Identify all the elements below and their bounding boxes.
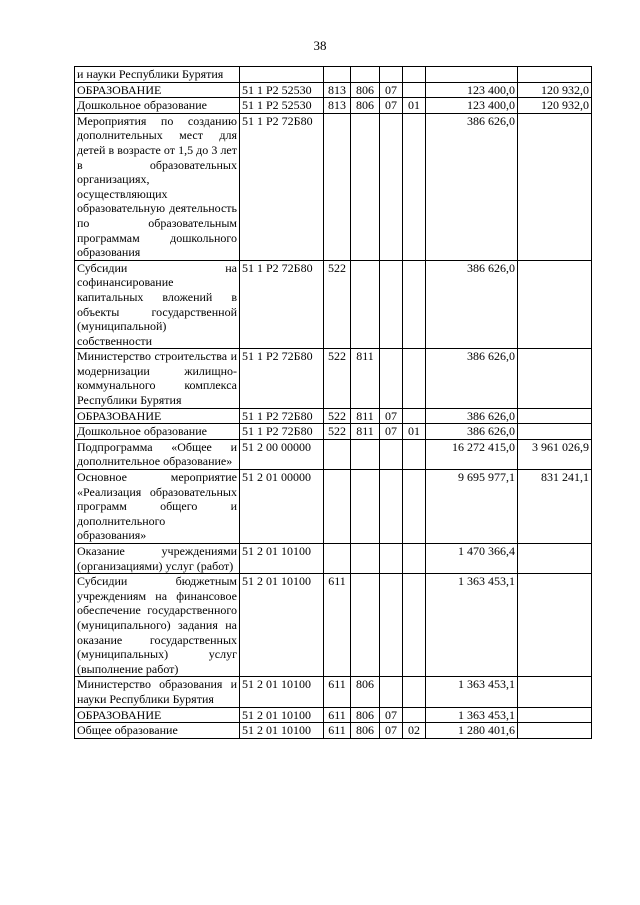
- target-article-code: 51 1 Р2 52530: [240, 98, 324, 114]
- target-article-code: 51 1 Р2 72Б80: [240, 260, 324, 349]
- table-body: [75, 67, 592, 739]
- amount-federal: 120 932,0: [518, 98, 592, 114]
- row-name: ОБРАЗОВАНИЕ: [75, 707, 240, 723]
- expense-type: 611: [324, 723, 351, 739]
- amount-total: 386 626,0: [426, 113, 518, 260]
- subsection-code: [403, 544, 426, 574]
- amount-total: 123 400,0: [426, 82, 518, 98]
- row-name: Дошкольное образование: [75, 98, 240, 114]
- section-code: [380, 470, 403, 544]
- row-name: Субсидии на софинансирование капитальных вложений в объекты государственной (муниципальной) собственности: [75, 260, 240, 349]
- ministry-code: [351, 113, 380, 260]
- amount-federal: 831 241,1: [518, 470, 592, 544]
- table-row: [75, 707, 592, 723]
- table-row: [75, 113, 592, 260]
- section-code: 07: [380, 424, 403, 440]
- amount-total: 1 363 453,1: [426, 574, 518, 677]
- amount-federal: [518, 723, 592, 739]
- subsection-code: [403, 67, 426, 83]
- target-article-code: 51 1 Р2 72Б80: [240, 349, 324, 408]
- section-code: [380, 677, 403, 707]
- expense-type: [324, 113, 351, 260]
- section-code: [380, 260, 403, 349]
- amount-total: 1 363 453,1: [426, 707, 518, 723]
- target-article-code: 51 1 Р2 72Б80: [240, 408, 324, 424]
- table-row: [75, 439, 592, 469]
- amount-federal: [518, 707, 592, 723]
- target-article-code: 51 2 01 10100: [240, 677, 324, 707]
- ministry-code: 806: [351, 723, 380, 739]
- table-row: [75, 408, 592, 424]
- target-article-code: 51 2 01 10100: [240, 723, 324, 739]
- target-article-code: 51 2 01 00000: [240, 470, 324, 544]
- row-name: Оказание учреждениями (организациями) услуг (работ): [75, 544, 240, 574]
- section-code: [380, 113, 403, 260]
- section-code: [380, 544, 403, 574]
- table-row: [75, 260, 592, 349]
- table-row: [75, 574, 592, 677]
- table-row: [75, 470, 592, 544]
- amount-federal: [518, 113, 592, 260]
- target-article-code: 51 2 01 10100: [240, 707, 324, 723]
- table-row: [75, 424, 592, 440]
- expense-type: 611: [324, 677, 351, 707]
- row-name: Подпрограмма «Общее и дополнительное образование»: [75, 439, 240, 469]
- target-article-code: [240, 67, 324, 83]
- ministry-code: [351, 67, 380, 83]
- ministry-code: 811: [351, 349, 380, 408]
- ministry-code: [351, 544, 380, 574]
- expense-type: 611: [324, 707, 351, 723]
- subsection-code: 02: [403, 723, 426, 739]
- row-name: Субсидии бюджетным учреждениям на финансовое обеспечение государственного (муниципального) задания на оказание государственных (муниципальных) услуг (выполнение работ): [75, 574, 240, 677]
- amount-federal: [518, 260, 592, 349]
- row-name: и науки Республики Бурятия: [75, 67, 240, 83]
- amount-federal: [518, 677, 592, 707]
- amount-total: 1 470 366,4: [426, 544, 518, 574]
- expense-type: 522: [324, 408, 351, 424]
- target-article-code: 51 2 01 10100: [240, 544, 324, 574]
- table-row: [75, 723, 592, 739]
- row-name: ОБРАЗОВАНИЕ: [75, 408, 240, 424]
- expense-type: [324, 439, 351, 469]
- section-code: 07: [380, 707, 403, 723]
- subsection-code: [403, 113, 426, 260]
- ministry-code: 811: [351, 408, 380, 424]
- expense-type: 522: [324, 349, 351, 408]
- expense-type: [324, 470, 351, 544]
- ministry-code: 806: [351, 707, 380, 723]
- row-name: Общее образование: [75, 723, 240, 739]
- amount-total: 386 626,0: [426, 349, 518, 408]
- section-code: 07: [380, 98, 403, 114]
- budget-table: [74, 66, 592, 739]
- table-row: [75, 67, 592, 83]
- row-name: Министерство строительства и модернизации жилищно-коммунального комплекса Республики Бурятия: [75, 349, 240, 408]
- ministry-code: [351, 470, 380, 544]
- expense-type: 813: [324, 82, 351, 98]
- target-article-code: 51 1 Р2 52530: [240, 82, 324, 98]
- amount-federal: [518, 544, 592, 574]
- section-code: [380, 67, 403, 83]
- table-row: [75, 544, 592, 574]
- subsection-code: [403, 574, 426, 677]
- subsection-code: [403, 82, 426, 98]
- ministry-code: [351, 574, 380, 677]
- ministry-code: 806: [351, 82, 380, 98]
- ministry-code: 811: [351, 424, 380, 440]
- expense-type: [324, 544, 351, 574]
- amount-total: 386 626,0: [426, 424, 518, 440]
- subsection-code: 01: [403, 424, 426, 440]
- section-code: [380, 349, 403, 408]
- row-name: Мероприятия по созданию дополнительных мест для детей в возрасте от 1,5 до 3 лет в образовательных организациях, осуществляющих образовательную деятельность по образовательным программам дошкольного образования: [75, 113, 240, 260]
- expense-type: 522: [324, 260, 351, 349]
- table-row: [75, 349, 592, 408]
- ministry-code: 806: [351, 677, 380, 707]
- section-code: 07: [380, 82, 403, 98]
- target-article-code: 51 2 00 00000: [240, 439, 324, 469]
- target-article-code: 51 2 01 10100: [240, 574, 324, 677]
- amount-federal: 120 932,0: [518, 82, 592, 98]
- subsection-code: [403, 677, 426, 707]
- amount-total: 123 400,0: [426, 98, 518, 114]
- expense-type: 813: [324, 98, 351, 114]
- subsection-code: [403, 707, 426, 723]
- subsection-code: [403, 439, 426, 469]
- amount-total: 1 280 401,6: [426, 723, 518, 739]
- amount-federal: [518, 574, 592, 677]
- amount-total: 1 363 453,1: [426, 677, 518, 707]
- subsection-code: 01: [403, 98, 426, 114]
- amount-total: 386 626,0: [426, 260, 518, 349]
- table-row: [75, 98, 592, 114]
- amount-federal: 3 961 026,9: [518, 439, 592, 469]
- section-code: 07: [380, 408, 403, 424]
- section-code: [380, 439, 403, 469]
- amount-total: 16 272 415,0: [426, 439, 518, 469]
- expense-type: [324, 67, 351, 83]
- table-row: [75, 82, 592, 98]
- target-article-code: 51 1 Р2 72Б80: [240, 113, 324, 260]
- amount-total: 9 695 977,1: [426, 470, 518, 544]
- amount-federal: [518, 67, 592, 83]
- page-number: 38: [313, 38, 327, 53]
- amount-total: 386 626,0: [426, 408, 518, 424]
- ministry-code: [351, 260, 380, 349]
- row-name: ОБРАЗОВАНИЕ: [75, 82, 240, 98]
- subsection-code: [403, 408, 426, 424]
- target-article-code: 51 1 Р2 72Б80: [240, 424, 324, 440]
- ministry-code: [351, 439, 380, 469]
- table-row: [75, 677, 592, 707]
- amount-total: [426, 67, 518, 83]
- section-code: [380, 574, 403, 677]
- row-name: Основное мероприятие «Реализация образовательных программ общего и дополнительного образования»: [75, 470, 240, 544]
- amount-federal: [518, 408, 592, 424]
- subsection-code: [403, 260, 426, 349]
- subsection-code: [403, 470, 426, 544]
- ministry-code: 806: [351, 98, 380, 114]
- amount-federal: [518, 424, 592, 440]
- amount-federal: [518, 349, 592, 408]
- subsection-code: [403, 349, 426, 408]
- row-name: Министерство образования и науки Республики Бурятия: [75, 677, 240, 707]
- row-name: Дошкольное образование: [75, 424, 240, 440]
- section-code: 07: [380, 723, 403, 739]
- expense-type: 522: [324, 424, 351, 440]
- expense-type: 611: [324, 574, 351, 677]
